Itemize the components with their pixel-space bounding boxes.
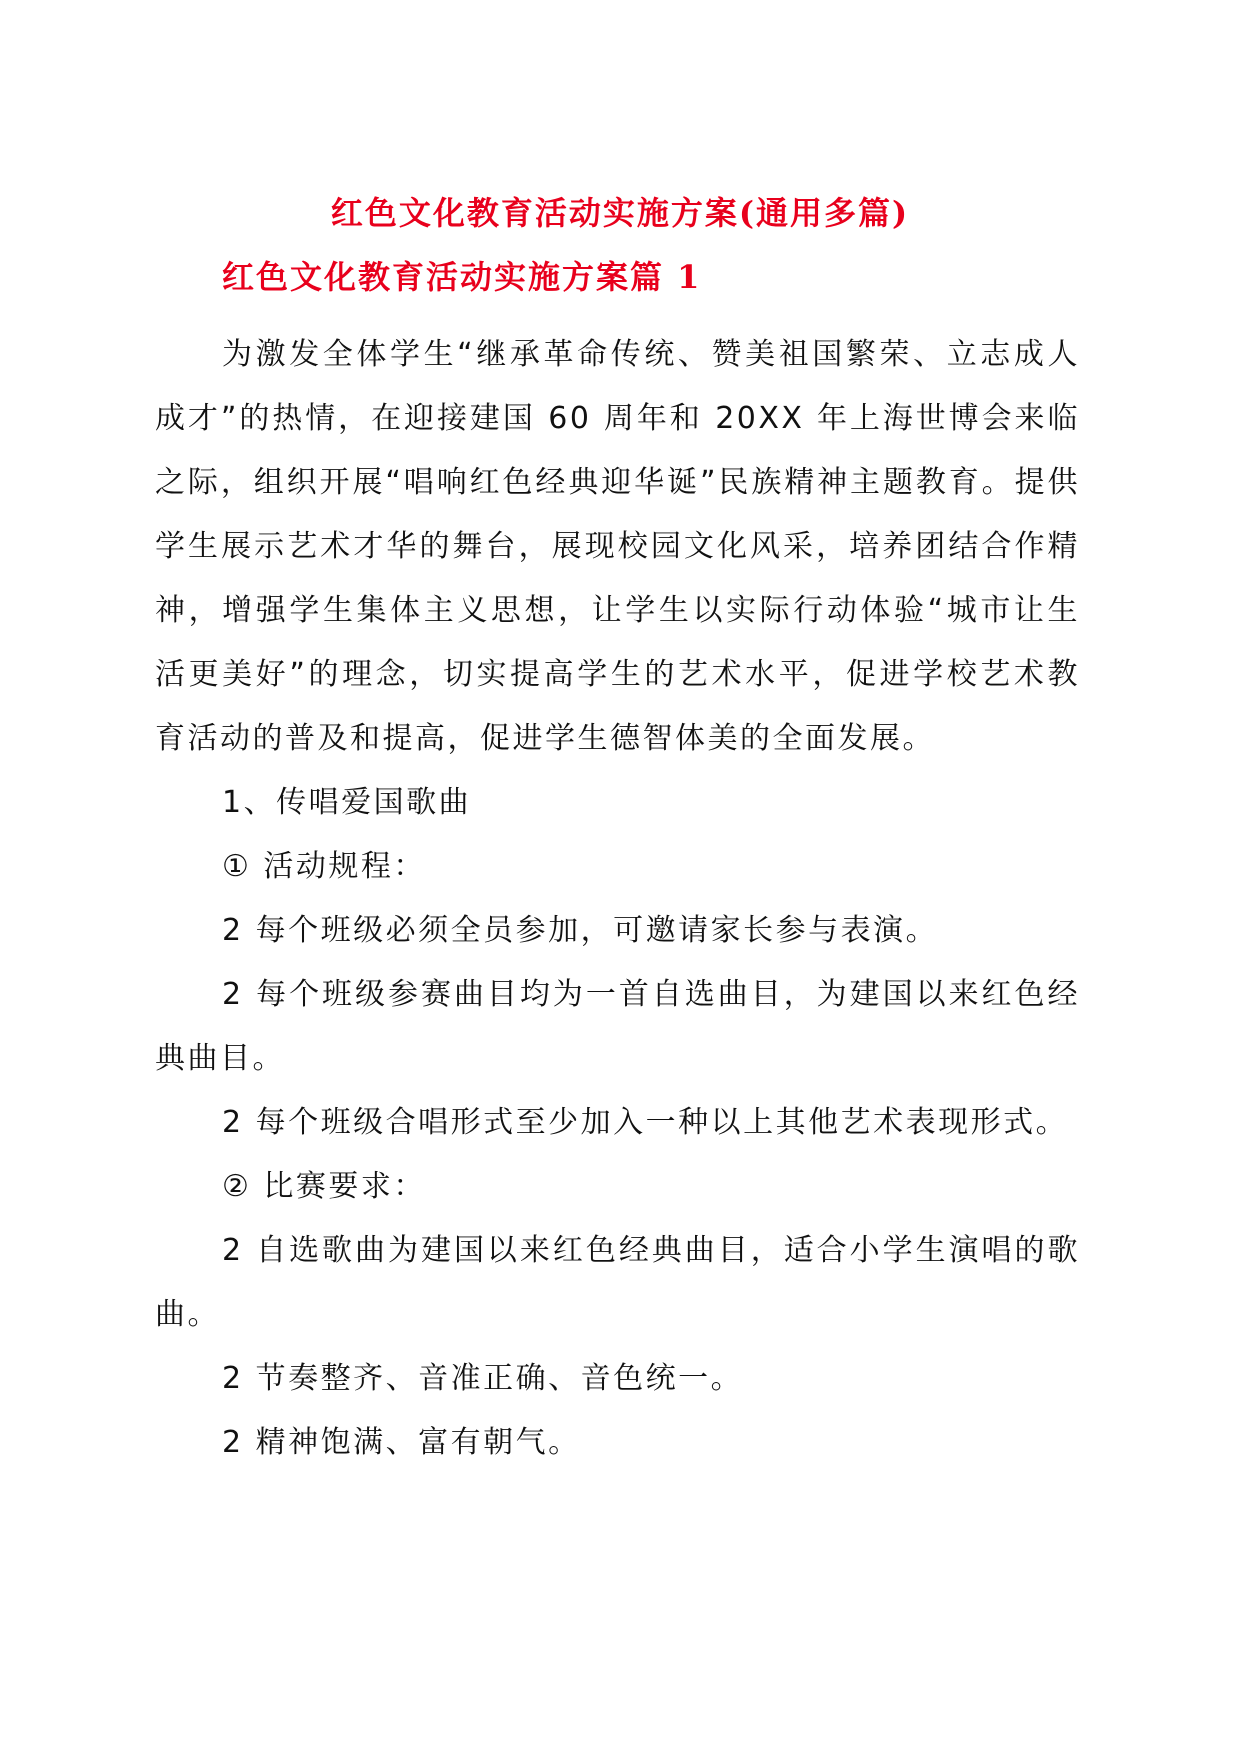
document-body xyxy=(155,323,1080,1475)
paragraph-rule: 2 每个班级参赛曲目均为一首自选曲目，为建国以来红色经典曲目。 xyxy=(155,977,1080,1076)
paragraph-requirement: 2 精神饱满、富有朝气。 xyxy=(222,1425,581,1460)
paragraph-rule: 2 每个班级必须全员参加，可邀请家长参与表演。 xyxy=(222,913,939,948)
document-title: 红色文化教育活动实施方案(通用多篇) xyxy=(330,194,910,232)
paragraph-subheading-requirements: ② 比赛要求： xyxy=(222,1169,426,1204)
paragraph-rule: 2 每个班级合唱形式至少加入一种以上其他艺术表现形式。 xyxy=(222,1105,1069,1140)
section-heading: 红色文化教育活动实施方案篇 1 xyxy=(222,258,702,296)
paragraph-requirement: 2 节奏整齐、音准正确、音色统一。 xyxy=(222,1361,744,1396)
paragraph-subheading-rules: ① 活动规程： xyxy=(222,849,426,884)
paragraph-requirement: 2 自选歌曲为建国以来红色经典曲目，适合小学生演唱的歌曲。 xyxy=(155,1233,1080,1332)
paragraph-item-heading: 1、传唱爱国歌曲 xyxy=(222,785,472,820)
paragraph-intro: 为激发全体学生“继承革命传统、赞美祖国繁荣、立志成人成才”的热情，在迎接建国 60 周年和 20XX 年上海世博会来临之际，组织开展“唱响红色经典迎华诞”民族精神主题教育。提供学生展示艺术才华的舞台，展现校园文化风采，培养团结合作精神，增强学生集体主义思想，让学生以实际行动体验“城市让生活更美好”的理念，切实提高学生的艺术水平，促进学校艺术教育活动的普及和提高，促进学生德智体美的全面发展。 xyxy=(155,337,1080,756)
